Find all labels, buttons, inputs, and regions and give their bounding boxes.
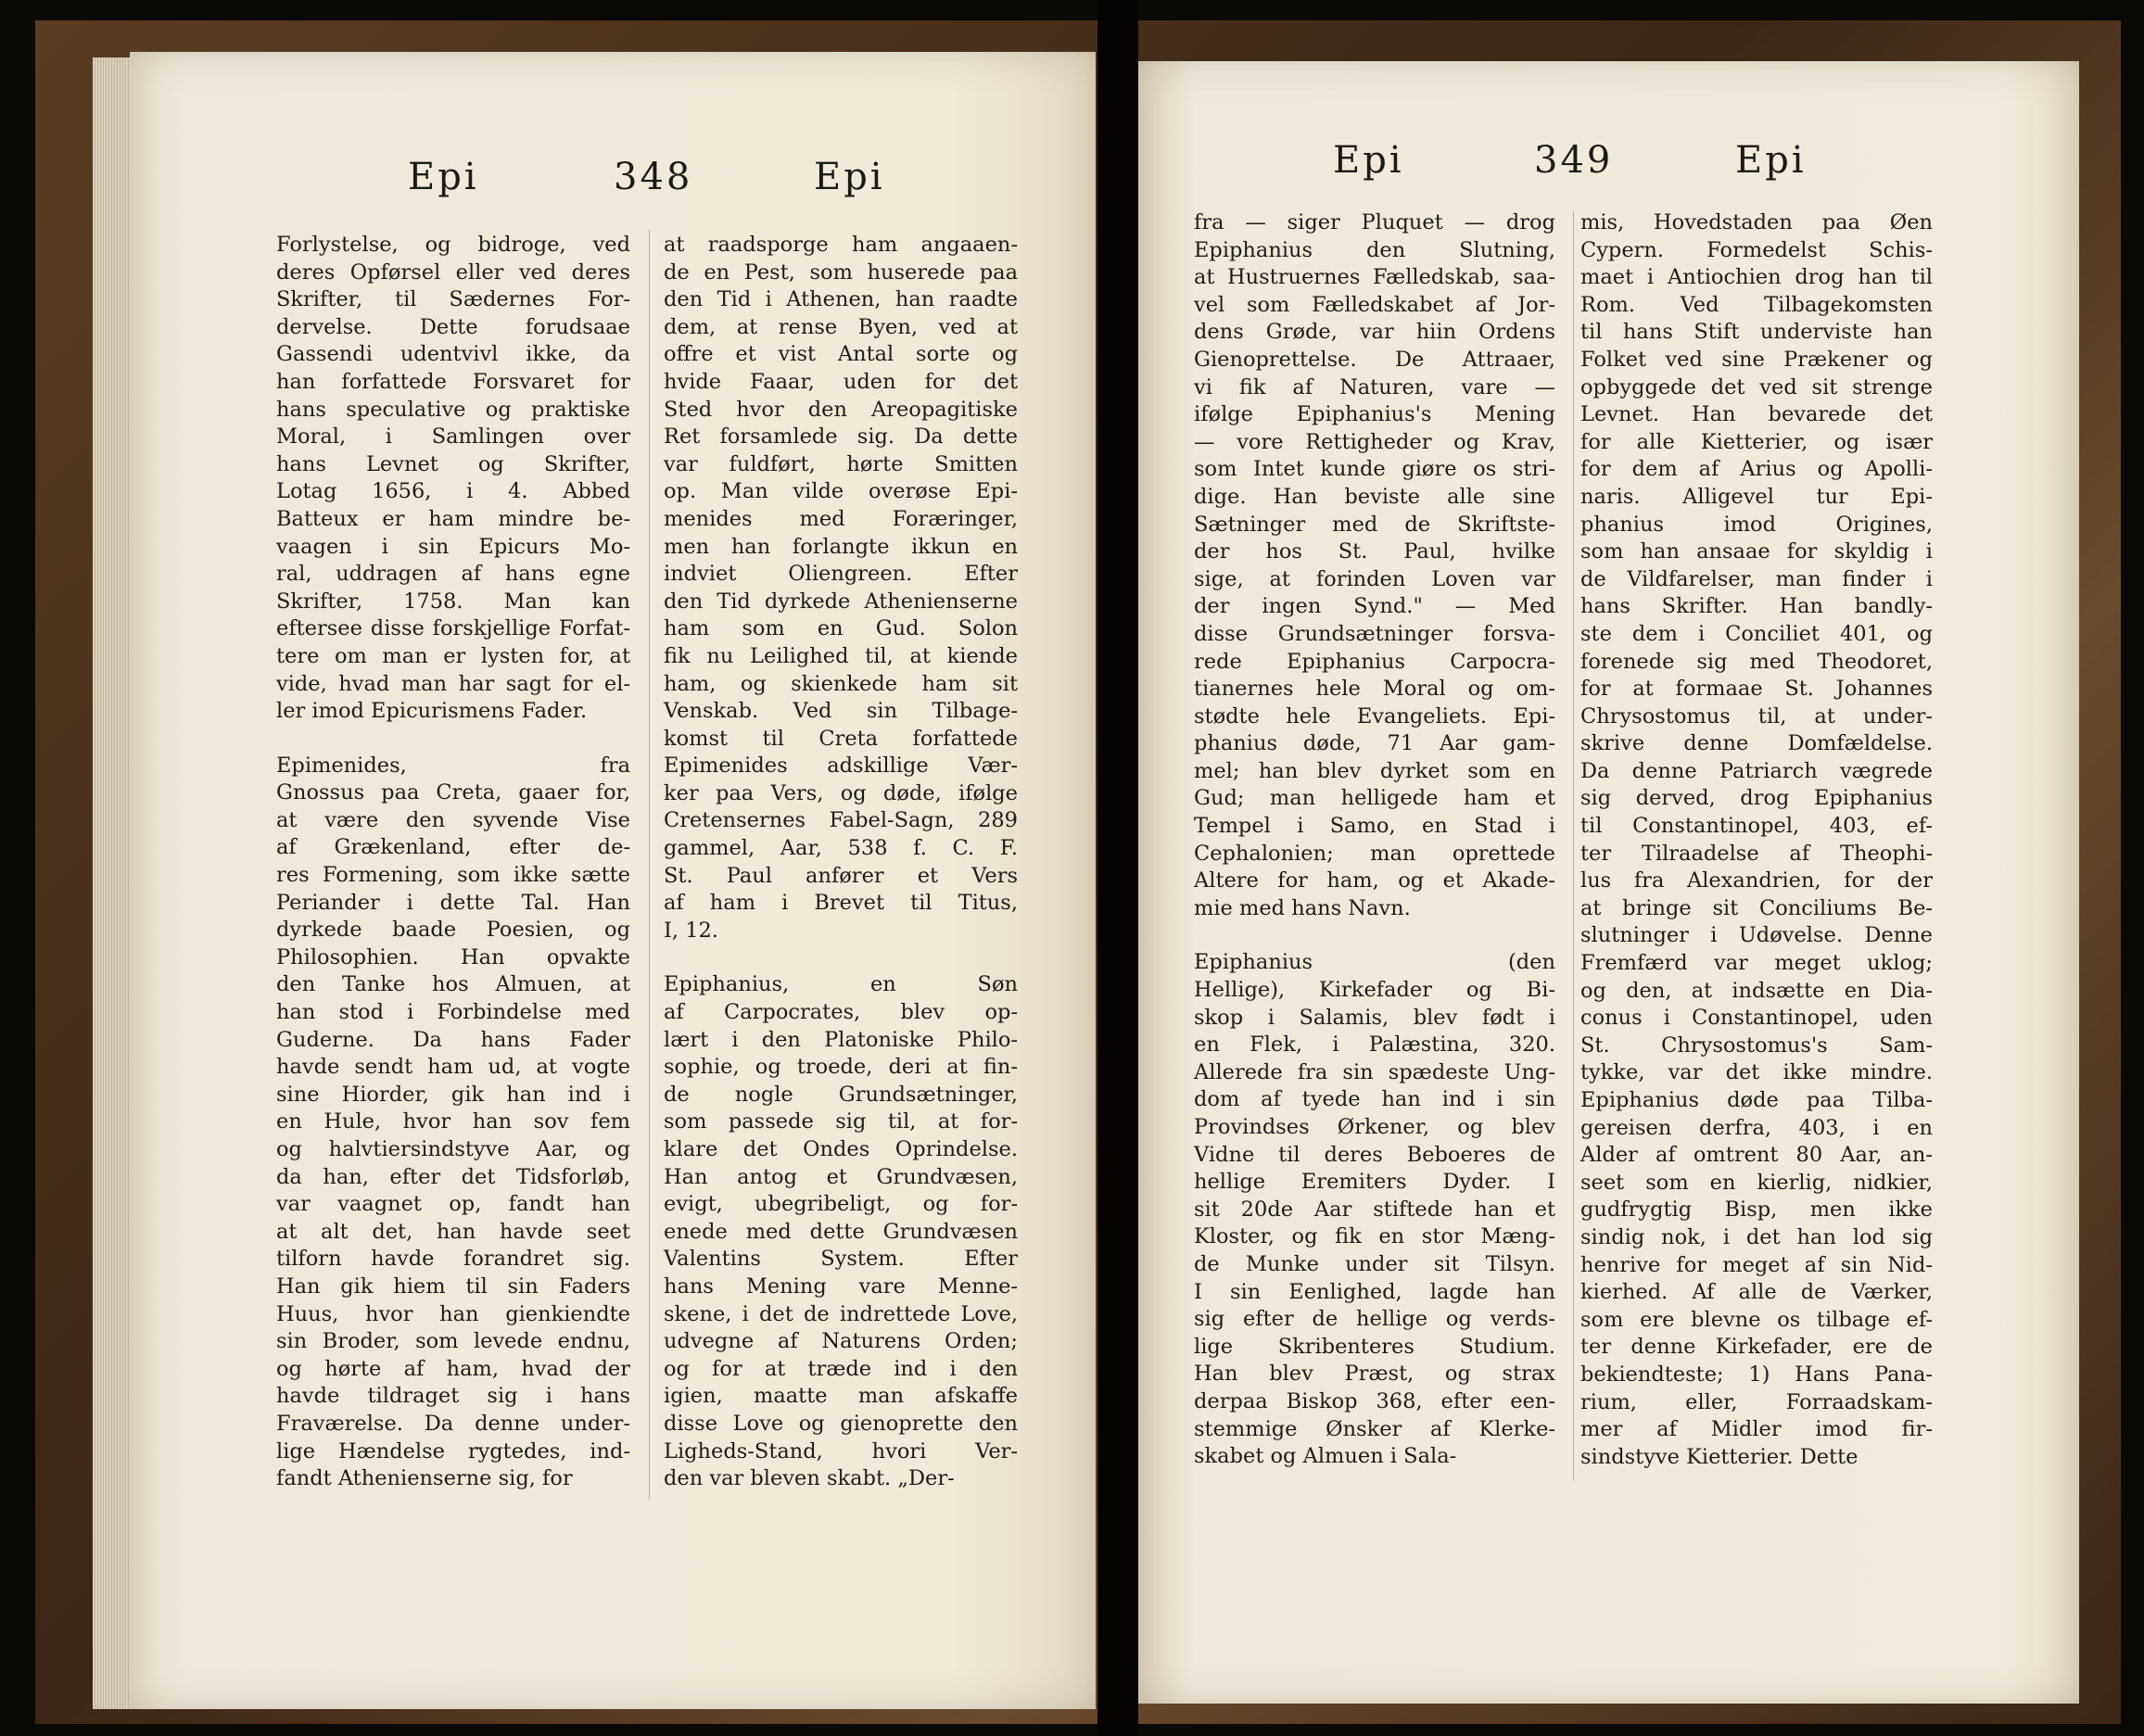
text-line: Chrysostomus til, at under- bbox=[1580, 703, 1933, 729]
text-line: og den, at indsætte en Dia- bbox=[1580, 978, 1933, 1003]
text-line: maet i Antiochien drog han til bbox=[1580, 265, 1933, 290]
text-line: Allerede fra sin spædeste Ung- bbox=[1194, 1059, 1555, 1084]
text-line: de Munke under sit Tilsyn. bbox=[1194, 1251, 1555, 1276]
text-line: res Formening, som ikke sætte bbox=[276, 863, 630, 888]
text-line: St. Paul anfører et Vers bbox=[664, 863, 1018, 888]
text-line: Folket ved sine Prækener og bbox=[1580, 347, 1933, 372]
text-line: Vidne til deres Beboeres de bbox=[1194, 1142, 1555, 1167]
text-line: ham som en Gud. Solon bbox=[664, 616, 1018, 641]
text-line: skrive denne Domfældelse. bbox=[1580, 731, 1933, 756]
text-line: til hans Stift underviste han bbox=[1580, 320, 1933, 345]
text-line: da han, efter det Tidsforløb, bbox=[276, 1164, 630, 1189]
text-line: for at formaae St. Johannes bbox=[1580, 677, 1933, 702]
text-line: til Constantinopel, 403, ef- bbox=[1580, 814, 1933, 839]
text-line: disse Grundsætninger forsva- bbox=[1194, 621, 1555, 646]
text-line: sophie, og troede, deri at fin- bbox=[664, 1055, 1018, 1080]
text-line: dyrkede baade Poesien, og bbox=[276, 918, 630, 943]
text-line: hans speculative og praktiske bbox=[276, 397, 630, 422]
text-line: stødte hele Evangeliets. Epi- bbox=[1194, 703, 1555, 729]
book-gutter bbox=[1097, 0, 1138, 1736]
text-line: de Vildfarelser, man finder i bbox=[1580, 566, 1933, 591]
text-line: dervelse. Dette forudsaae bbox=[276, 314, 630, 339]
text-line: Ligheds-Stand, hvori Ver- bbox=[664, 1438, 1018, 1464]
text-line: Gud; man helligede ham et bbox=[1194, 786, 1555, 811]
text-line: for alle Kietterier, og især bbox=[1580, 429, 1933, 454]
text-line: at Hustruernes Fælledskab, saa- bbox=[1194, 265, 1555, 290]
text-line: lige Hændelse rygtedes, ind- bbox=[276, 1438, 630, 1464]
text-line: og for at træde ind i den bbox=[664, 1356, 1018, 1381]
text-line: phanius imod Origines, bbox=[1580, 512, 1933, 537]
text-line: var vaagnet op, fandt han bbox=[276, 1192, 630, 1217]
text-line: lige Skribenteres Studium. bbox=[1194, 1334, 1555, 1359]
text-line: vaagen i sin Epicurs Mo- bbox=[276, 534, 630, 559]
text-line: Forlystelse, og bidroge, ved bbox=[276, 233, 630, 257]
right-column-rule bbox=[1573, 211, 1574, 1481]
text-line: sindig nok, i det han lod sig bbox=[1580, 1224, 1933, 1249]
text-line: sin Broder, som levede endnu, bbox=[276, 1329, 630, 1354]
text-line: bekiendteste; 1) Hans Pana- bbox=[1580, 1362, 1933, 1387]
text-line: Alder af omtrent 80 Aar, an- bbox=[1580, 1143, 1933, 1168]
text-line: ral, uddragen af hans egne bbox=[276, 562, 630, 587]
text-line: Epiphanius, en Søn bbox=[664, 972, 1018, 997]
text-line: Hellige), Kirkefader og Bi- bbox=[1194, 978, 1555, 1003]
right-page-number: 349 bbox=[1534, 139, 1614, 182]
text-line: at alt det, han havde seet bbox=[276, 1219, 630, 1244]
text-line: Batteux er ham mindre be- bbox=[276, 506, 630, 531]
text-line: Philosophien. Han opvakte bbox=[276, 944, 630, 969]
text-line: — vore Rettigheder og Krav, bbox=[1194, 429, 1555, 454]
text-line: offre et vist Antal sorte og bbox=[664, 342, 1018, 367]
text-line: vel som Fælledskabet af Jor- bbox=[1194, 292, 1555, 317]
text-line: gereisen derfra, 403, i en bbox=[1580, 1115, 1933, 1140]
text-line: vide, hvad man har sagt for el- bbox=[276, 671, 630, 696]
text-line: skene, i det de indrettede Love, bbox=[664, 1301, 1018, 1326]
text-line: sit 20de Aar stiftede han et bbox=[1194, 1197, 1555, 1222]
text-line: af Grækenland, efter de- bbox=[276, 835, 630, 860]
text-line: Epiphanius den Slutning, bbox=[1194, 237, 1555, 262]
text-line: Fremfærd var meget uklog; bbox=[1580, 951, 1933, 976]
text-line: ter denne Kirkefader, ere de bbox=[1580, 1335, 1933, 1360]
text-line: som Intet kunde giøre os stri- bbox=[1194, 457, 1555, 482]
text-line: sige, at forinden Loven var bbox=[1194, 566, 1555, 591]
text-line: ifølge Epiphanius's Mening bbox=[1194, 402, 1555, 427]
left-header-left: Epi bbox=[408, 156, 479, 198]
left-page-column-2 bbox=[664, 232, 1018, 1493]
text-line: stemmige Ønsker af Klerke- bbox=[1194, 1416, 1555, 1441]
text-line: Gienoprettelse. De Attraaer, bbox=[1194, 347, 1555, 372]
left-header-right: Epi bbox=[814, 156, 885, 198]
text-line: Kloster, og fik en stor Mæng- bbox=[1194, 1224, 1555, 1249]
text-line: mer af Midler imod fir- bbox=[1580, 1417, 1933, 1442]
text-line: naris. Alligevel tur Epi- bbox=[1580, 484, 1933, 509]
text-line: og hørte af ham, hvad der bbox=[276, 1356, 630, 1381]
paragraph-gap bbox=[1194, 922, 1555, 949]
text-line: gammel, Aar, 538 f. C. F. bbox=[664, 836, 1018, 861]
text-line: den Tanke hos Almuen, at bbox=[276, 972, 630, 997]
text-line: enede med dette Grundvæsen bbox=[664, 1219, 1018, 1244]
right-page-column-1 bbox=[1194, 209, 1555, 1471]
text-line: komst til Creta forfattede bbox=[664, 726, 1018, 751]
text-line: skabet og Almuen i Sala- bbox=[1194, 1444, 1457, 1469]
text-line: og halvtiersindstyve Aar, og bbox=[276, 1137, 630, 1161]
text-line: lus fra Alexandrien, for der bbox=[1580, 868, 1933, 893]
text-line: hellige Eremiters Dyder. I bbox=[1194, 1170, 1555, 1195]
text-line: vi fik af Naturen, vare — bbox=[1194, 374, 1555, 399]
text-line: sindstyve Kietterier. Dette bbox=[1580, 1444, 1859, 1469]
text-line: gudfrygtig Bisp, men ikke bbox=[1580, 1197, 1933, 1223]
text-line: Han blev Præst, og strax bbox=[1194, 1362, 1555, 1387]
text-line: menides med Foræringer, bbox=[664, 506, 1018, 531]
text-line: Moral, i Samlingen over bbox=[276, 424, 630, 450]
text-line: Sætninger med de Skriftste- bbox=[1194, 512, 1555, 537]
text-line: Epiphanius (den bbox=[1194, 950, 1555, 975]
text-line: for dem af Arius og Apolli- bbox=[1580, 457, 1933, 482]
text-line: som passede sig til, at for- bbox=[664, 1109, 1018, 1134]
text-line: hvide Faaar, uden for det bbox=[664, 369, 1018, 394]
text-line: lært i den Platoniske Philo- bbox=[664, 1027, 1018, 1052]
text-line: Guderne. Da hans Fader bbox=[276, 1027, 630, 1052]
paragraph-gap bbox=[276, 726, 630, 753]
text-line: den var bleven skabt. „Der- bbox=[664, 1466, 955, 1491]
text-line: sine Hiorder, gik han ind i bbox=[276, 1082, 630, 1107]
text-line: Sted hvor den Areopagitiske bbox=[664, 397, 1018, 422]
text-line: tykke, var det ikke mindre. bbox=[1580, 1060, 1933, 1085]
text-line: Venskab. Ved sin Tilbage- bbox=[664, 699, 1018, 724]
text-line: de en Pest, som huserede paa bbox=[664, 260, 1018, 285]
text-line: mie med hans Navn. bbox=[1194, 895, 1411, 920]
text-line: ter Tilraadelse af Theophi- bbox=[1580, 841, 1933, 866]
paragraph-gap bbox=[664, 944, 1018, 971]
text-line: eftersee disse forskjellige Forfat- bbox=[276, 616, 630, 641]
text-line: phanius døde, 71 Aar gam- bbox=[1194, 731, 1555, 756]
text-line: ker paa Vers, og døde, ifølge bbox=[664, 780, 1018, 805]
text-line: Cephalonien; man oprettede bbox=[1194, 841, 1555, 866]
text-line: den Tid dyrkede Athenienserne bbox=[664, 589, 1018, 614]
text-line: Huus, hvor han gienkiendte bbox=[276, 1301, 630, 1326]
text-line: fik nu Leilighed til, at kiende bbox=[664, 643, 1018, 668]
text-line: Ret forsamlede sig. Da dette bbox=[664, 424, 1018, 450]
left-page-number: 348 bbox=[614, 156, 693, 198]
text-line: som ere blevne os tilbage ef- bbox=[1580, 1307, 1933, 1332]
text-line: deres Opførsel eller ved deres bbox=[276, 260, 630, 285]
text-line: Tempel i Samo, en Stad i bbox=[1194, 814, 1555, 839]
left-page-column-1 bbox=[276, 232, 630, 1493]
left-column-rule bbox=[649, 230, 650, 1500]
text-line: igien, maatte man afskaffe bbox=[664, 1384, 1018, 1409]
text-line: han forfattede Forsvaret for bbox=[276, 369, 630, 394]
text-line: var fuldført, hørte Smitten bbox=[664, 451, 1018, 476]
text-line: Rom. Ved Tilbagekomsten bbox=[1580, 292, 1933, 317]
text-line: hans Mening vare Menne- bbox=[664, 1273, 1018, 1299]
text-line: Cretensernes Fabel-Sagn, 289 bbox=[664, 808, 1018, 833]
text-line: tilforn havde forandret sig. bbox=[276, 1247, 630, 1272]
text-line: rede Epiphanius Carpocra- bbox=[1194, 649, 1555, 674]
text-line: Epimenides, fra bbox=[276, 753, 630, 778]
text-line: der ingen Synd." — Med bbox=[1194, 594, 1555, 619]
text-line: ste dem i Conciliet 401, og bbox=[1580, 621, 1933, 646]
text-line: I sin Eenlighed, lagde han bbox=[1194, 1279, 1555, 1304]
text-line: Periander i dette Tal. Han bbox=[276, 890, 630, 915]
text-line: den Tid i Athenen, han raadte bbox=[664, 287, 1018, 312]
text-line: dens Grøde, var hiin Ordens bbox=[1194, 320, 1555, 345]
text-line: de nogle Grundsætninger, bbox=[664, 1082, 1018, 1107]
text-line: I, 12. bbox=[664, 918, 718, 943]
text-line: tianernes hele Moral og om- bbox=[1194, 677, 1555, 702]
text-line: fra — siger Pluquet — drog bbox=[1194, 210, 1555, 234]
text-line: men han forlangte ikkun en bbox=[664, 534, 1018, 559]
text-line: dem, at rense Byen, ved at bbox=[664, 314, 1018, 339]
text-line: Da denne Patriarch vægrede bbox=[1580, 758, 1933, 783]
text-line: at raadsporge ham angaaen- bbox=[664, 233, 1018, 257]
text-line: hans Levnet og Skrifter, bbox=[276, 451, 630, 476]
text-line: kierhed. Af alle de Værker, bbox=[1580, 1280, 1933, 1305]
text-line: Epiphanius døde paa Tilba- bbox=[1580, 1088, 1933, 1112]
text-line: henrive for meget af sin Nid- bbox=[1580, 1252, 1933, 1277]
text-line: hans Skrifter. Han bandly- bbox=[1580, 594, 1933, 619]
text-line: opbyggede det ved sit strenge bbox=[1580, 374, 1933, 399]
text-line: skop i Salamis, blev født i bbox=[1194, 1005, 1555, 1030]
text-line: Fraværelse. Da denne under- bbox=[276, 1411, 630, 1436]
text-line: som han ansaae for skyldig i bbox=[1580, 539, 1933, 564]
text-line: dige. Han beviste alle sine bbox=[1194, 484, 1555, 509]
right-header-left: Epi bbox=[1333, 139, 1404, 182]
right-header-right: Epi bbox=[1735, 139, 1807, 182]
text-line: at bringe sit Conciliums Be- bbox=[1580, 895, 1933, 920]
text-line: sig derved, drog Epiphanius bbox=[1580, 786, 1933, 811]
text-line: forenede sig med Theodoret, bbox=[1580, 649, 1933, 674]
text-line: ler imod Epicurismens Fader. bbox=[276, 699, 588, 724]
text-line: Valentins System. Efter bbox=[664, 1247, 1018, 1272]
text-line: seet som en kierlig, nidkier, bbox=[1580, 1170, 1933, 1195]
text-line: dom af tyede han ind i sin bbox=[1194, 1087, 1555, 1112]
text-line: indviet Oliengreen. Efter bbox=[664, 562, 1018, 587]
text-line: en Flek, i Palæstina, 320. bbox=[1194, 1033, 1555, 1058]
right-page-column-2 bbox=[1580, 209, 1933, 1471]
text-line: af Carpocrates, blev op- bbox=[664, 1000, 1018, 1025]
text-line: sig efter de hellige og verds- bbox=[1194, 1307, 1555, 1332]
text-line: tere om man er lysten for, at bbox=[276, 643, 630, 668]
text-line: Gassendi udentvivl ikke, da bbox=[276, 342, 630, 367]
text-line: op. Man vilde overøse Epi- bbox=[664, 479, 1018, 504]
text-line: derpaa Biskop 368, efter een- bbox=[1194, 1388, 1555, 1413]
text-line: Provindses Ørkener, og blev bbox=[1194, 1115, 1555, 1139]
text-line: Gnossus paa Creta, gaaer for, bbox=[276, 780, 630, 805]
text-line: havde sendt ham ud, at vogte bbox=[276, 1055, 630, 1080]
text-line: at være den syvende Vise bbox=[276, 807, 630, 832]
text-line: af ham i Brevet til Titus, bbox=[664, 891, 1018, 916]
text-line: Levnet. Han bevarede det bbox=[1580, 402, 1933, 427]
text-line: klare det Ondes Oprindelse. bbox=[664, 1137, 1018, 1161]
text-line: udvegne af Naturens Orden; bbox=[664, 1329, 1018, 1354]
text-line: St. Chrysostomus's Sam- bbox=[1580, 1033, 1933, 1058]
text-line: Skrifter, til Sædernes For- bbox=[276, 287, 630, 312]
page-edges bbox=[93, 57, 133, 1709]
text-line: han stod i Forbindelse med bbox=[276, 1000, 630, 1025]
text-line: Cypern. Formedelst Schis- bbox=[1580, 237, 1933, 262]
text-line: en Hule, hvor han sov fem bbox=[276, 1109, 630, 1134]
text-line: Skrifter, 1758. Man kan bbox=[276, 589, 630, 614]
text-line: Han antog et Grundvæsen, bbox=[664, 1164, 1018, 1189]
text-line: mis, Hovedstaden paa Øen bbox=[1580, 210, 1933, 234]
text-line: disse Love og gienoprette den bbox=[664, 1411, 1018, 1436]
text-line: conus i Constantinopel, uden bbox=[1580, 1006, 1933, 1031]
text-line: evigt, ubegribeligt, og for- bbox=[664, 1192, 1018, 1217]
text-line: Han gik hiem til sin Faders bbox=[276, 1273, 630, 1299]
text-line: mel; han blev dyrket som en bbox=[1194, 758, 1555, 783]
text-line: Lotag 1656, i 4. Abbed bbox=[276, 479, 630, 504]
text-line: Epimenides adskillige Vær- bbox=[664, 754, 1018, 779]
text-line: der hos St. Paul, hvilke bbox=[1194, 539, 1555, 564]
text-line: rium, eller, Forraadskam- bbox=[1580, 1389, 1933, 1414]
text-line: slutninger i Udøvelse. Denne bbox=[1580, 923, 1933, 948]
text-line: ham, og skienkede ham sit bbox=[664, 671, 1018, 696]
text-line: Altere for ham, og et Akade- bbox=[1194, 868, 1555, 893]
text-line: havde tildraget sig i hans bbox=[276, 1384, 630, 1409]
text-line: fandt Athenienserne sig, for bbox=[276, 1466, 573, 1491]
